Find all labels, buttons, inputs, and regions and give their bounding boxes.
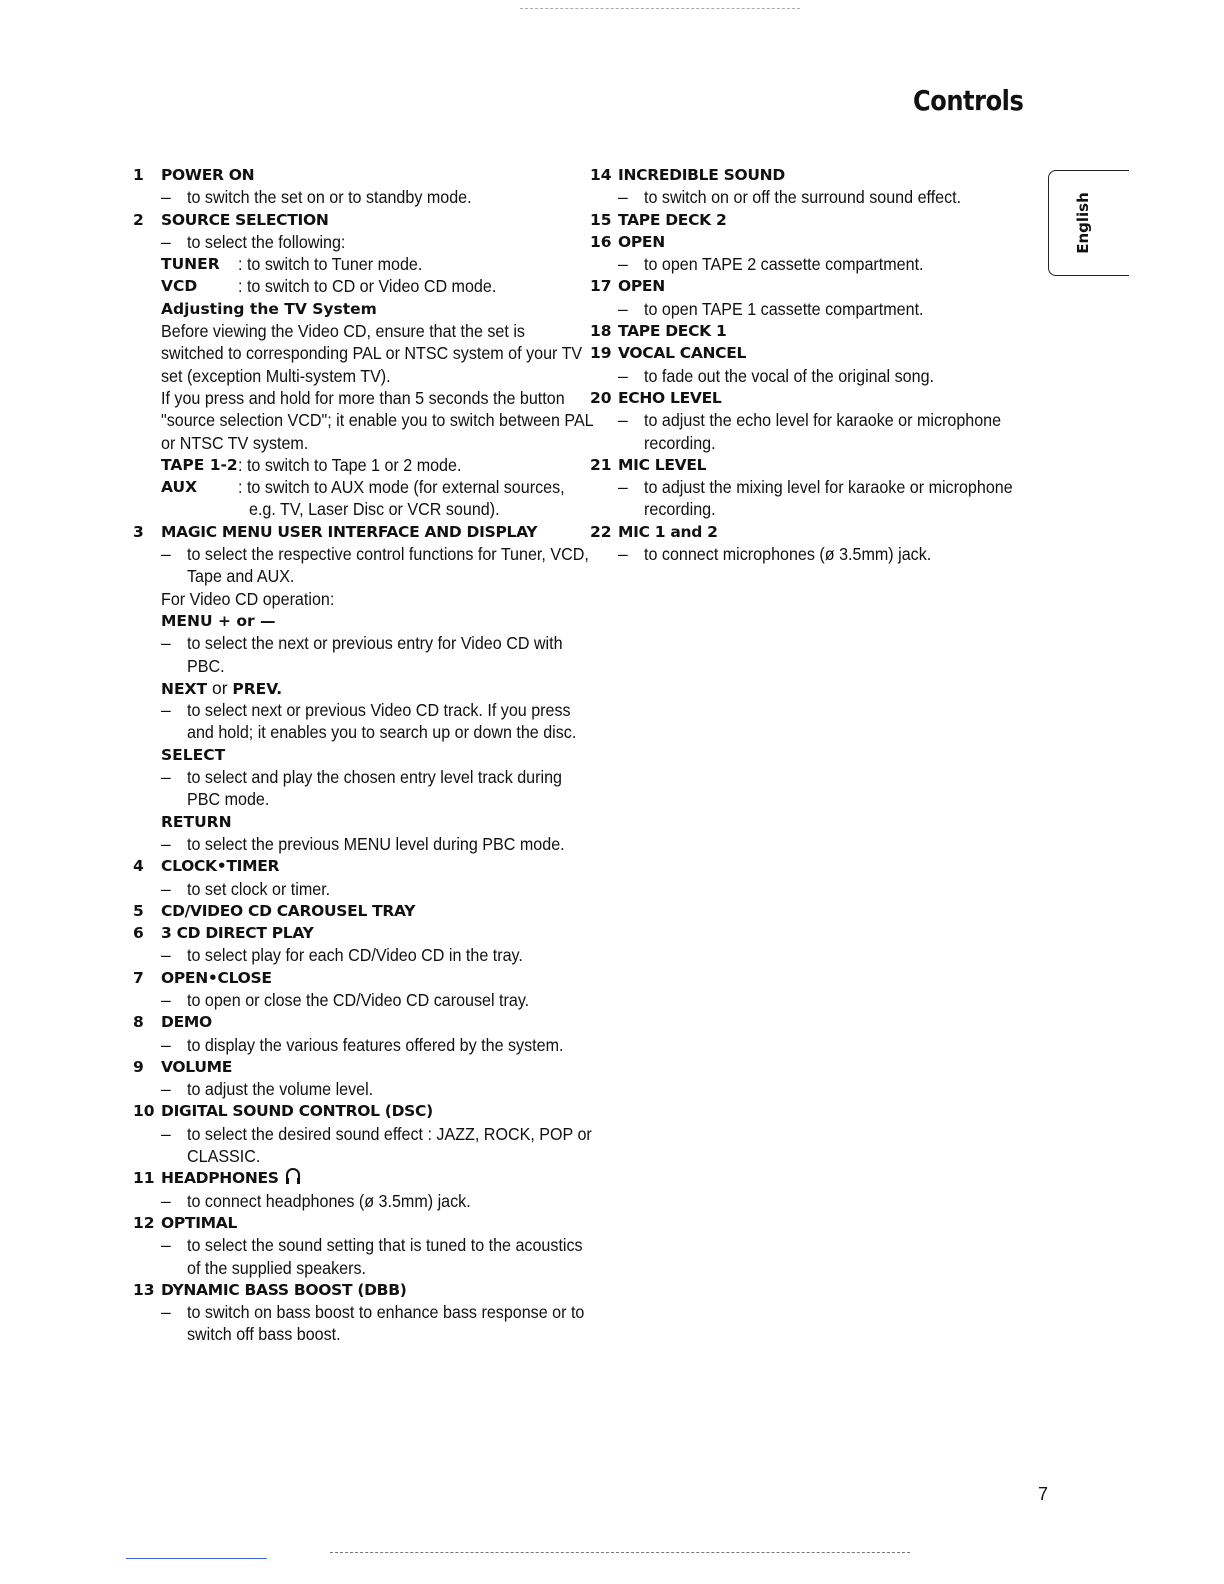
item-title: CD/VIDEO CD CAROUSEL TRAY: [161, 901, 416, 920]
description-line: [590, 186, 1010, 208]
description-line: [133, 1034, 573, 1056]
description-line: [133, 1190, 573, 1212]
dash-bullet: –: [161, 544, 171, 565]
subheading: [133, 610, 573, 632]
item-number: 4: [133, 857, 144, 876]
description-line: [133, 833, 573, 855]
subheading-text: SELECT: [161, 745, 226, 764]
description-text: to switch on or off the surround sound effect.: [644, 187, 962, 208]
description-line: [590, 253, 1010, 275]
description-text: PBC mode.: [187, 789, 270, 810]
item-title: OPEN•CLOSE: [161, 968, 272, 987]
control-item-heading: [133, 1056, 573, 1078]
page-title: Controls: [912, 84, 1023, 117]
description-text: to select and play the chosen entry level track during: [187, 767, 562, 788]
paragraph-text: switched to corresponding PAL or NTSC system of your TV: [161, 343, 583, 364]
description-text: to adjust the volume level.: [187, 1079, 374, 1100]
paragraph-text: For Video CD operation:: [161, 588, 335, 609]
control-item-heading: [590, 164, 1010, 186]
option-description: : to switch to Tape 1 or 2 mode.: [238, 454, 462, 475]
item-title: OPEN: [618, 232, 665, 251]
description-line: [133, 632, 573, 654]
option-description: : to switch to Tuner mode.: [238, 254, 423, 275]
paragraph-text: or NTSC TV system.: [161, 432, 309, 453]
item-number: 19: [590, 344, 612, 363]
item-number: 7: [133, 968, 144, 987]
dash-bullet: –: [161, 700, 171, 721]
description-line: [133, 1123, 592, 1145]
dash-bullet: –: [161, 1190, 171, 1211]
paragraph-line: [133, 387, 573, 409]
option-key: VCD: [161, 277, 198, 296]
description-text: switch off bass boost.: [187, 1324, 341, 1345]
dash-bullet: –: [161, 767, 171, 788]
description-text: recording.: [644, 432, 716, 453]
headphones-heading: [161, 1167, 301, 1191]
item-title: TAPE DECK 1: [618, 322, 727, 341]
description-continuation: [133, 1145, 573, 1167]
subheading-mixed: [161, 677, 282, 700]
control-item-heading: [133, 1100, 573, 1122]
source-option: [133, 476, 573, 498]
scan-artifact-top: [520, 8, 800, 9]
description-continuation: [133, 655, 573, 677]
control-item-heading: [133, 967, 573, 989]
subheading-key: PREV.: [232, 679, 283, 698]
dash-bullet: –: [161, 231, 171, 252]
control-item-heading: [590, 342, 1010, 364]
dash-bullet: –: [618, 544, 628, 565]
description-text: to open or close the CD/Video CD carousel tray.: [187, 989, 530, 1010]
paragraph-text: set (exception Multi-system TV).: [161, 365, 391, 386]
description-continuation: [133, 721, 577, 743]
description-text: Tape and AUX.: [187, 566, 295, 587]
item-number: 11: [133, 1169, 155, 1188]
control-item-heading: [133, 922, 573, 944]
control-item-heading: [133, 855, 573, 877]
dash-bullet: –: [161, 1235, 171, 1256]
description-continuation: [590, 498, 1010, 520]
description-line: [133, 878, 573, 900]
item-title: OPTIMAL: [161, 1213, 238, 1232]
item-number: 8: [133, 1013, 144, 1032]
item-number: 20: [590, 388, 612, 407]
item-title: VOCAL CANCEL: [618, 344, 747, 363]
dash-bullet: –: [161, 1034, 171, 1055]
item-title: MIC 1 and 2: [618, 522, 718, 541]
description-line: [133, 543, 589, 565]
option-continuation: [133, 498, 573, 520]
description-line: [590, 476, 1013, 498]
description-text: to select play for each CD/Video CD in the tray.: [187, 945, 523, 966]
dash-bullet: –: [618, 477, 628, 498]
description-continuation: [133, 565, 573, 587]
description-text: to set clock or timer.: [187, 878, 331, 899]
dash-bullet: –: [161, 1302, 171, 1323]
description-text: to open TAPE 2 cassette compartment.: [644, 254, 924, 275]
controls-list-right: [590, 164, 1013, 565]
description-text: to switch on bass boost to enhance bass response or to: [187, 1302, 585, 1323]
control-item-heading: [133, 1279, 573, 1301]
item-title: SOURCE SELECTION: [161, 210, 329, 229]
item-title: DYNAMIC BASS BOOST (DBB): [161, 1280, 407, 1299]
description-text: to connect headphones (ø 3.5mm) jack.: [187, 1190, 471, 1211]
description-text: of the supplied speakers.: [187, 1257, 367, 1278]
dash-bullet: –: [161, 945, 171, 966]
item-number: 9: [133, 1057, 144, 1076]
paragraph-text: If you press and hold for more than 5 seconds the button: [161, 387, 565, 408]
paragraph-line: [133, 342, 583, 364]
paragraph-text: Before viewing the Video CD, ensure that the set is: [161, 321, 525, 342]
headphones-icon: [285, 1167, 301, 1191]
control-item-heading: [590, 275, 1010, 297]
item-number: 3: [133, 522, 144, 541]
dash-bullet: –: [618, 298, 628, 319]
control-item-heading: [590, 231, 1010, 253]
description-line: [133, 1078, 573, 1100]
description-continuation: [133, 1323, 573, 1345]
subheading: [133, 677, 573, 699]
source-option: [133, 253, 573, 275]
paragraph-line: [133, 432, 573, 454]
description-continuation: [590, 432, 1010, 454]
controls-list-left: [133, 164, 594, 1346]
item-number: 17: [590, 277, 612, 296]
description-text: to fade out the vocal of the original song.: [644, 365, 935, 386]
item-title: VOLUME: [161, 1057, 233, 1076]
page-number: 7: [1038, 1484, 1049, 1504]
item-title: DEMO: [161, 1013, 212, 1032]
control-item-heading: [590, 209, 1010, 231]
dash-bullet: –: [161, 1079, 171, 1100]
item-title: ECHO LEVEL: [618, 388, 722, 407]
control-item-heading: [590, 454, 1010, 476]
item-title: OPEN: [618, 277, 665, 296]
subheading: [133, 811, 573, 833]
dash-bullet: –: [161, 833, 171, 854]
item-number: 18: [590, 322, 612, 341]
description-line: [133, 699, 573, 721]
option-key: TAPE 1-2: [161, 455, 238, 474]
item-number: 15: [590, 210, 612, 229]
control-item-heading: [590, 521, 1010, 543]
source-option: [133, 454, 573, 476]
description-text: to switch the set on or to standby mode.: [187, 187, 472, 208]
item-number: 2: [133, 210, 144, 229]
description-line: [590, 298, 1010, 320]
description-text: to select the previous MENU level during PBC mode.: [187, 833, 565, 854]
control-item-heading: [133, 900, 573, 922]
description-text: to select the following:: [187, 231, 346, 252]
item-title: MIC LEVEL: [618, 455, 707, 474]
control-item-heading: [133, 1167, 573, 1189]
item-title: INCREDIBLE SOUND: [618, 166, 785, 184]
dash-bullet: –: [618, 254, 628, 275]
item-number: 5: [133, 901, 144, 920]
description-line: [133, 1234, 583, 1256]
description-text: to display the various features offered by the system.: [187, 1034, 564, 1055]
scan-artifact-bottom: [330, 1552, 910, 1553]
language-tab-label: English: [1074, 192, 1092, 254]
dash-bullet: –: [161, 1123, 171, 1144]
control-item-heading: [133, 209, 573, 231]
dash-bullet: –: [618, 365, 628, 386]
control-item-heading: [133, 164, 573, 186]
item-number: 12: [133, 1213, 155, 1232]
paragraph-line: [133, 320, 573, 342]
dash-bullet: –: [618, 187, 628, 208]
subheading: [133, 298, 573, 320]
underline-mark: [126, 1558, 267, 1559]
description-text: to adjust the echo level for karaoke or microphone: [644, 410, 1002, 431]
description-continuation: [133, 1257, 573, 1279]
description-line: [590, 543, 1010, 565]
subheading-text: Adjusting the TV System: [161, 299, 377, 318]
option-description: : to switch to CD or Video CD mode.: [238, 276, 497, 297]
description-text: CLASSIC.: [187, 1146, 261, 1167]
item-number: 10: [133, 1102, 155, 1121]
option-key: AUX: [161, 478, 198, 497]
paragraph-line: [133, 365, 573, 387]
description-text: to select the next or previous entry for Video CD with: [187, 633, 563, 654]
description-text: to select the sound setting that is tuned to the acoustics: [187, 1235, 583, 1256]
item-number: 14: [590, 166, 612, 184]
subheading: [133, 744, 573, 766]
item-number: 21: [590, 455, 612, 474]
dash-bullet: –: [618, 410, 628, 431]
dash-bullet: –: [161, 633, 171, 654]
description-continuation: [133, 788, 573, 810]
dash-bullet: –: [161, 989, 171, 1010]
option-key: TUNER: [161, 255, 220, 274]
subheading-joiner: or: [207, 677, 233, 698]
paragraph-line: [133, 409, 594, 431]
control-item-heading: [590, 387, 1010, 409]
description-text: and hold; it enables you to search up or down the disc.: [187, 722, 577, 743]
paragraph-line: [133, 588, 573, 610]
item-title: MAGIC MENU USER INTERFACE AND DISPLAY: [161, 522, 538, 541]
item-title: POWER ON: [161, 166, 255, 184]
dash-bullet: –: [161, 187, 171, 208]
description-text: to adjust the mixing level for karaoke or microphone: [644, 477, 1013, 498]
description-line: [133, 766, 573, 788]
subheading-text: RETURN: [161, 812, 232, 831]
item-number: 16: [590, 232, 612, 251]
option-description: e.g. TV, Laser Disc or VCR sound).: [249, 499, 500, 520]
description-text: to select next or previous Video CD track. If you press: [187, 700, 571, 721]
paragraph-text: "source selection VCD"; it enable you to switch between PAL: [161, 410, 594, 431]
item-number: 1: [133, 166, 144, 184]
description-text: recording.: [644, 499, 716, 520]
description-text: to open TAPE 1 cassette compartment.: [644, 298, 924, 319]
subheading-key: NEXT: [161, 679, 208, 698]
description-text: PBC.: [187, 655, 225, 676]
description-text: to select the respective control functions for Tuner, VCD,: [187, 544, 589, 565]
subheading-text: MENU + or —: [161, 611, 276, 630]
item-number: 13: [133, 1280, 155, 1299]
control-item-heading: [133, 1212, 573, 1234]
description-line: [590, 409, 1010, 431]
description-line: [133, 186, 573, 208]
item-title: TAPE DECK 2: [618, 210, 727, 229]
description-text: to connect microphones (ø 3.5mm) jack.: [644, 544, 932, 565]
item-title: 3 CD DIRECT PLAY: [161, 924, 314, 943]
item-number: 6: [133, 924, 144, 943]
description-line: [590, 365, 1010, 387]
item-title: DIGITAL SOUND CONTROL (DSC): [161, 1102, 433, 1121]
source-option: [133, 275, 573, 297]
language-tab: [1048, 170, 1129, 276]
description-line: [133, 989, 573, 1011]
description-line: [133, 944, 573, 966]
description-text: to select the desired sound effect : JAZZ, ROCK, POP or: [187, 1123, 592, 1144]
control-item-heading: [133, 521, 573, 543]
item-title: CLOCK•TIMER: [161, 857, 280, 876]
item-number: 22: [590, 522, 612, 541]
description-line: [133, 1301, 585, 1323]
dash-bullet: –: [161, 878, 171, 899]
control-item-heading: [590, 320, 1010, 342]
description-line: [133, 231, 573, 253]
item-title: HEADPHONES: [161, 1169, 279, 1188]
option-description: : to switch to AUX mode (for external sources,: [238, 477, 565, 498]
control-item-heading: [133, 1011, 573, 1033]
